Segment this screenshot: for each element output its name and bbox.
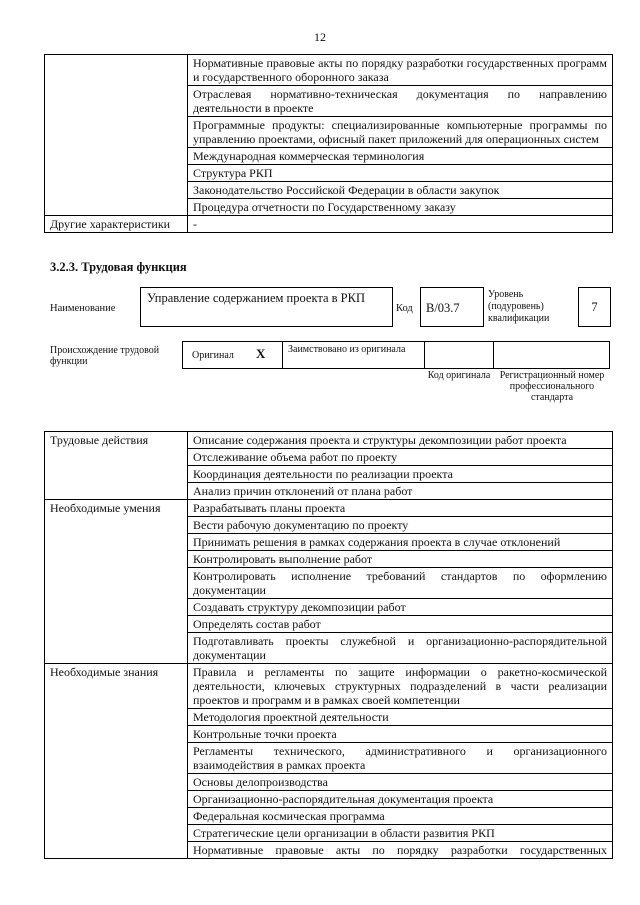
knowledge-item: Нормативные правовые акты по порядку разработки государственных: [188, 842, 613, 859]
level-value: 7: [591, 300, 598, 314]
level-label: Уровень (подуровень) квалификации: [488, 289, 550, 324]
skill-item: Создавать структуру декомпозиции работ: [188, 599, 613, 616]
knowledge-item: Федеральная космическая программа: [188, 808, 613, 825]
requirement-text: -: [188, 216, 613, 233]
requirement-text: Отраслевая нормативно-техническая документация по направлению деятельности в проекте: [188, 86, 613, 117]
requirement-text: Программные продукты: специализированные компьютерные программы по управлению проектами, офисный пакет приложений для операционных систем: [188, 117, 613, 148]
requirement-text: Международная коммерческая терминология: [188, 148, 613, 165]
code-caption: Код оригинала: [427, 370, 491, 381]
function-name-box: [140, 287, 393, 327]
group-label-skills: Необходимые умения: [45, 500, 188, 664]
action-item: Координация деятельности по реализации проекта: [188, 466, 613, 483]
origin-divider: [424, 341, 425, 368]
code-value: B/03.7: [426, 301, 460, 315]
knowledge-item: Правила и регламенты по защите информации о ракетно-космической деятельности, ключевых структурных подразделений в части реализации проектов и программ и в рамках своей компетенции: [188, 664, 613, 709]
table-row: [45, 664, 613, 709]
knowledge-item: Методология проектной деятельности: [188, 709, 613, 726]
skill-item: Разрабатывать планы проекта: [188, 500, 613, 517]
code-label: Код: [396, 303, 413, 314]
knowledge-item: Основы делопроизводства: [188, 774, 613, 791]
origin-divider: [493, 341, 494, 368]
borrowed-label: Заимствовано из оригинала: [288, 344, 406, 355]
group-label-knowledge: Необходимые знания: [45, 664, 188, 859]
function-name: Управление содержанием проекта в РКП: [147, 291, 365, 305]
table-row: [45, 432, 613, 449]
origin-divider: [282, 341, 283, 368]
row-label: Другие характеристики: [45, 216, 188, 233]
reg-caption: Регистрационный номер профессионального стандарта: [499, 370, 605, 403]
row-label: [45, 55, 188, 216]
action-item: Описание содержания проекта и структуры декомпозиции работ проекта: [188, 432, 613, 449]
section-title: 3.2.3. Трудовая функция: [50, 260, 187, 274]
knowledge-item: Контрольные точки проекта: [188, 726, 613, 743]
skill-item: Подготавливать проекты служебной и организационно-распорядительной документации: [188, 633, 613, 664]
original-mark: X: [256, 346, 266, 361]
requirement-text: Структура РКП: [188, 165, 613, 182]
code-box: [420, 287, 484, 327]
table-row: [45, 500, 613, 517]
requirement-text: Процедура отчетности по Государственному заказу: [188, 199, 613, 216]
origin-label: Происхождение трудовой функции: [50, 345, 160, 367]
name-label: Наименование: [50, 303, 116, 314]
skill-item: Контролировать выполнение работ: [188, 551, 613, 568]
skill-item: Определять состав работ: [188, 616, 613, 633]
table-row: [45, 55, 613, 86]
original-label: Оригинал: [192, 350, 234, 361]
level-box: [578, 287, 611, 327]
knowledge-item: Организационно-распорядительная документация проекта: [188, 791, 613, 808]
function-requirements-table: [44, 431, 613, 859]
skill-item: Контролировать исполнение требований стандартов по оформлению документации: [188, 568, 613, 599]
knowledge-item: Стратегические цели организации в области развития РКП: [188, 825, 613, 842]
action-item: Отслеживание объема работ по проекту: [188, 449, 613, 466]
top-requirements-table: [44, 54, 613, 233]
knowledge-item: Регламенты технического, административного и организационного взаимодействия в рамках проекта: [188, 743, 613, 774]
action-item: Анализ причин отклонений от плана работ: [188, 483, 613, 500]
table-row: [45, 216, 613, 233]
requirement-text: Законодательство Российской Федерации в области закупок: [188, 182, 613, 199]
page-number: 12: [314, 30, 326, 44]
requirement-text: Нормативные правовые акты по порядку разработки государственных программ и государственного оборонного заказа: [188, 55, 613, 86]
skill-item: Принимать решения в рамках содержания проекта в случае отклонений: [188, 534, 613, 551]
skill-item: Вести рабочую документацию по проекту: [188, 517, 613, 534]
group-label-actions: Трудовые действия: [45, 432, 188, 500]
